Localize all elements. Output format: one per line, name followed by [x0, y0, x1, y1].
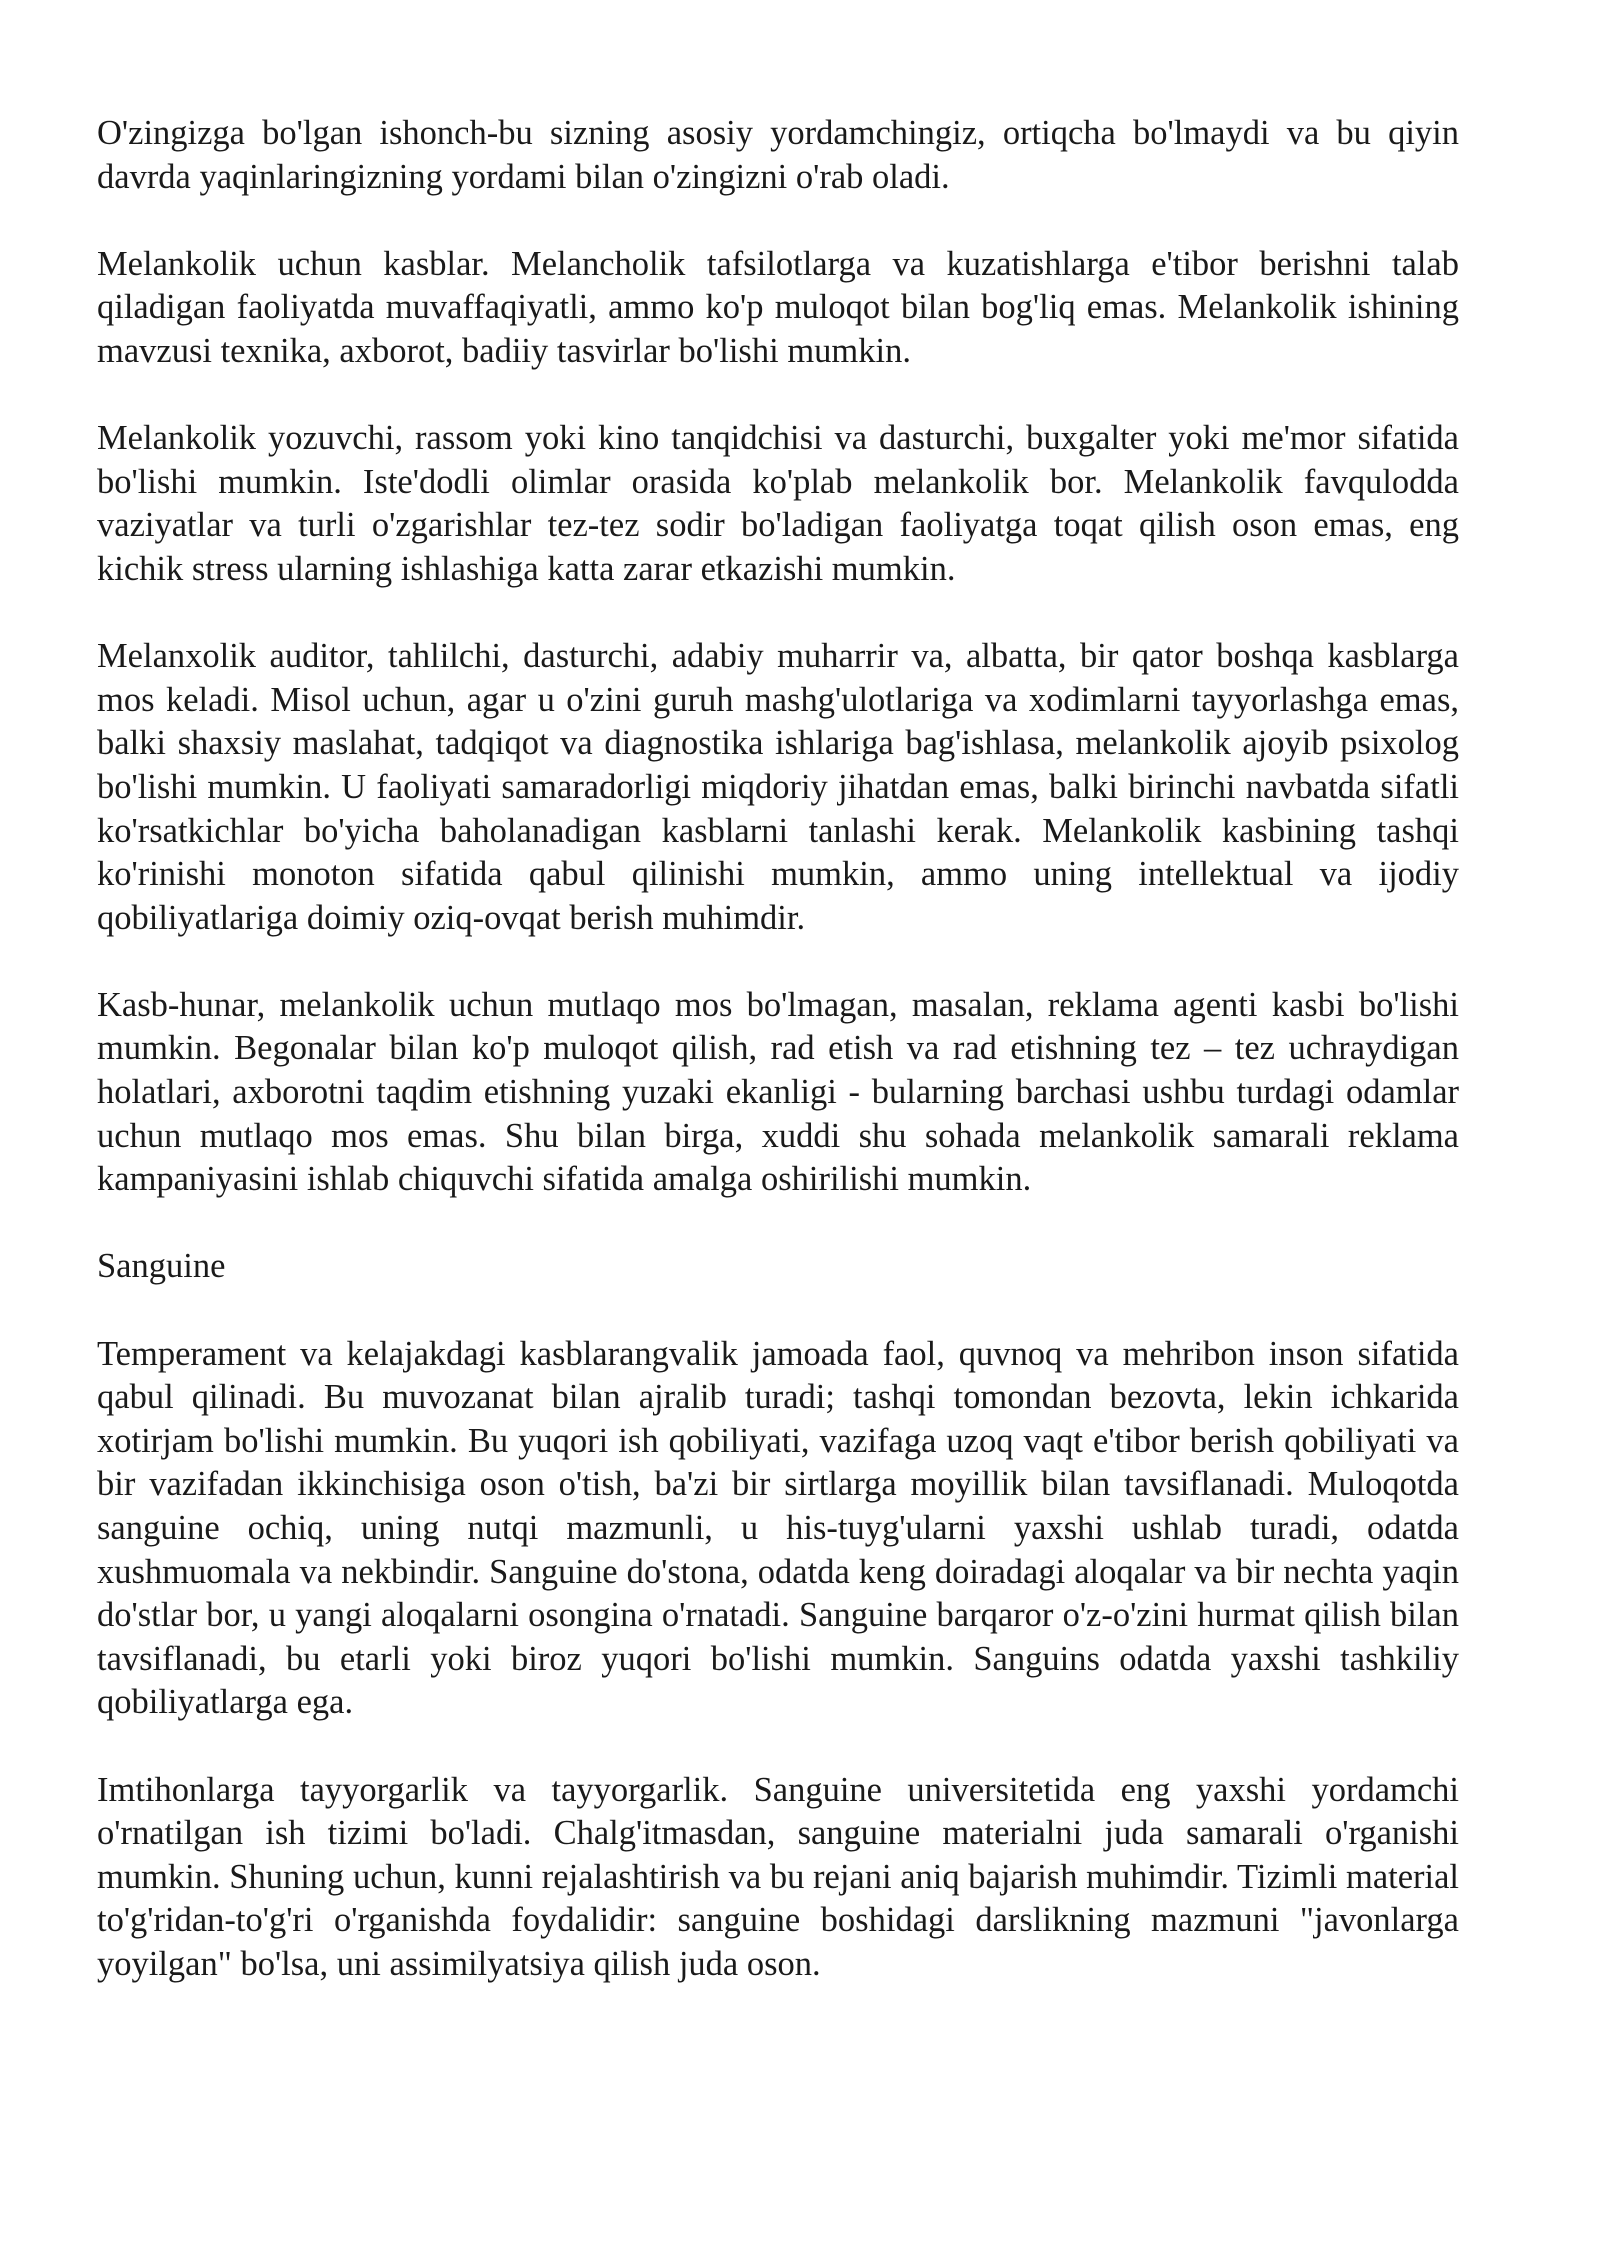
section-heading-sanguine: Sanguine: [97, 1247, 226, 1286]
document-page: [97, 112, 1459, 2030]
paragraph-melancholic-unsuitable-jobs: Kasb-hunar, melankolik uchun mutlaqo mos bo'lmagan, masalan, reklama agenti kasbi bo'lishi mumkin. Begonalar bilan ko'p muloqot qilish, rad etish va rad etishning tez – tez uchraydigan holatlari, axborotni taqdim etishning yuzaki ekanligi - bularning barchasi ushbu turdagi odamlar uchun mutlaqo mos emas. Shu bilan birga, xuddi shu sohada melankolik samarali reklama kampaniyasini ishlab chiquvchi sifatida amalga oshirilishi mumkin.: [97, 985, 1459, 1199]
paragraph-sanguine-exam-preparation: Imtihonlarga tayyorgarlik va tayyorgarlik. Sanguine universitetida eng yaxshi yordamchi o'rnatilgan ish tizimi bo'ladi. Chalg'itmasdan, sanguine materialni juda samarali o'rganishi mumkin. Shuning uchun, kunni rejalashtirish va bu rejani aniq bajarish muhimdir. Tizimli material to'g'ridan-to'g'ri o'rganishda foydalidir: sanguine boshidagi darslikning mazmuni "javonlarga yoyilgan" bo'lsa, uni assimilyatsiya qilish juda oson.: [97, 1770, 1459, 1983]
paragraph-sanguine-temperament: Temperament va kelajakdagi kasblarangvalik jamoada faol, quvnoq va mehribon inson sifatida qabul qilinadi. Bu muvozanat bilan ajralib turadi; tashqi tomondan bezovta, lekin ichkarida xotirjam bo'lishi mumkin. Bu yuqori ish qobiliyati, vazifaga uzoq vaqt e'tibor berish qobiliyati va bir vazifadan ikkinchisiga oson o'tish, ba'zi bir sirtlarga moyillik bilan tavsiflanadi. Muloqotda sanguine ochiq, uning nutqi mazmunli, u his-tuyg'ularni yaxshi ushlab turadi, odatda xushmuomala va nekbindir. Sanguine do'stona, odatda keng doiradagi aloqalar va bir nechta yaqin do'stlar bor, u yangi aloqalarni osongina o'rnatadi. Sanguine barqaror o'z-o'zini hurmat qilish bilan tavsiflanadi, bu etarli yoki biroz yuqori bo'lishi mumkin. Sanguins odatda yaxshi tashkiliy qobiliyatlarga ega.: [97, 1334, 1459, 1722]
paragraph-melancholic-professions: Melankolik uchun kasblar. Melancholik tafsilotlarga va kuzatishlarga e'tibor berishni talab qiladigan faoliyatda muvaffaqiyatli, ammo ko'p muloqot bilan bog'liq emas. Melankolik ishining mavzusi texnika, axborot, badiiy tasvirlar bo'lishi mumkin.: [97, 244, 1459, 370]
paragraph-melancholic-examples: Melankolik yozuvchi, rassom yoki kino tanqidchisi va dasturchi, buxgalter yoki me'mor sifatida bo'lishi mumkin. Iste'dodli olimlar orasida ko'plab melankolik bor. Melankolik favqulodda vaziyatlar va turli o'zgarishlar tez-tez sodir bo'ladigan faoliyatga toqat qilish oson emas, eng kichik stress ularning ishlashiga katta zarar etkazishi mumkin.: [97, 419, 1459, 588]
paragraph-melancholic-suitable-jobs: Melanxolik auditor, tahlilchi, dasturchi, adabiy muharrir va, albatta, bir qator boshqa kasblarga mos keladi. Misol uchun, agar u o'zini guruh mashg'ulotlariga va xodimlarni tayyorlashga emas, balki shaxsiy maslahat, tadqiqot va diagnostika ishlariga bag'ishlasa, melankolik ajoyib psixolog bo'lishi mumkin. U faoliyati samaradorligi miqdoriy jihatdan emas, balki birinchi navbatda sifatli ko'rsatkichlar bo'yicha baholanadigan kasblarni tanlashi kerak. Melankolik kasbining tashqi ko'rinishi monoton sifatida qabul qilinishi mumkin, ammo uning intellektual va ijodiy qobiliyatlariga doimiy oziq-ovqat berish muhimdir.: [97, 637, 1459, 937]
paragraph-self-confidence: O'zingizga bo'lgan ishonch-bu sizning asosiy yordamchingiz, ortiqcha bo'lmaydi va bu qiyin davrda yaqinlaringizning yordami bilan o'zingizni o'rab oladi.: [97, 114, 1459, 196]
